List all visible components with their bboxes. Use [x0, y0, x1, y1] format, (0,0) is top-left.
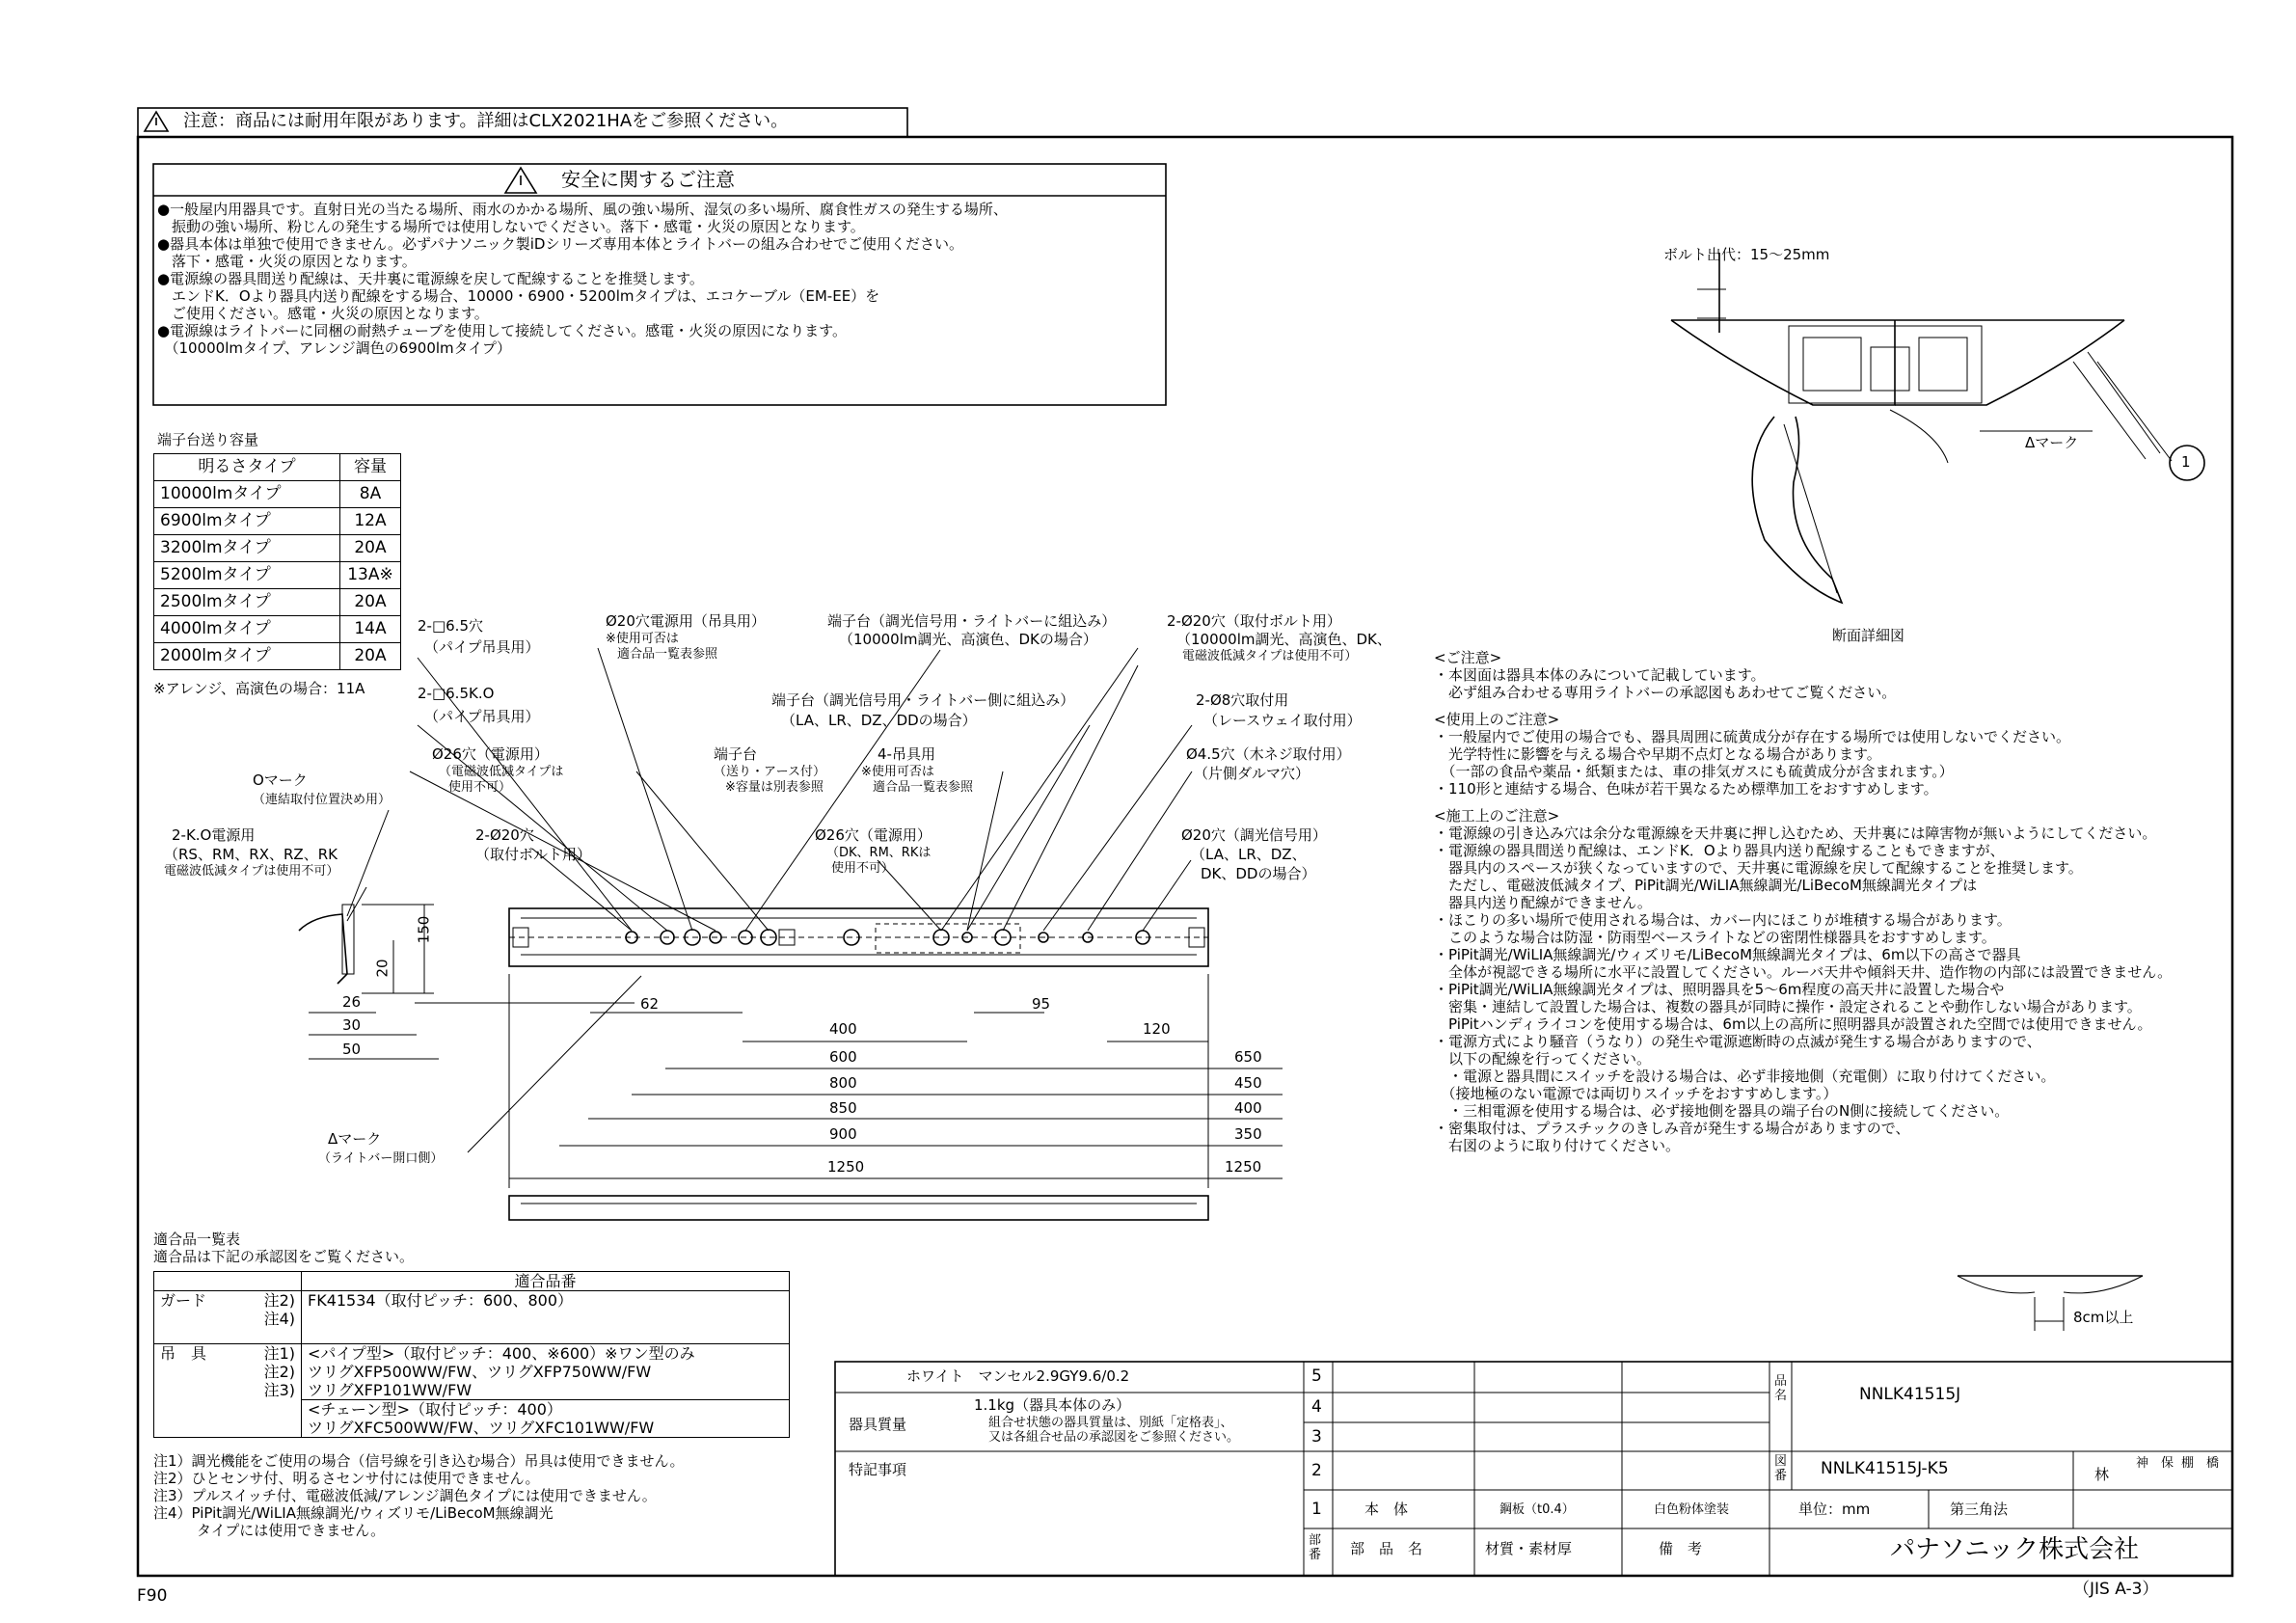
callout-label: （RS、RM、RX、RZ、RK [164, 846, 338, 863]
compat-table [153, 1271, 790, 1438]
compat-header: 適合品番 [302, 1272, 790, 1291]
callout-label: （LA、LR、DZ、 [1191, 846, 1307, 863]
notes-line: （一部の食品や薬品・紙類または、車の排気ガスにも硫黄成分が含まれます。） [1434, 763, 1954, 780]
compat-footnote: 注3）プルスイッチ付、電磁波低減/アレンジ調色タイプには使用できません。 [153, 1487, 657, 1504]
dimension-label: 400 [829, 1020, 857, 1038]
callout-label: （パイプ吊具用） [424, 708, 540, 725]
notes-line: ・110形と連結する場合、色味が若干異なるため標準加工をおすすめします。 [1434, 780, 1938, 798]
safety-body [157, 201, 1008, 357]
notes-line: 密集・連結して設置した場合は、複数の器具が同時に操作・設定されることや動作しない場合があります。 [1434, 998, 2142, 1015]
section-caption: 断面詳細図 [1832, 627, 1905, 644]
row-number: 1 [1311, 1500, 1322, 1519]
capacity-type: 6900lmタイプ [154, 508, 340, 535]
approver-2: 神 保 [2136, 1456, 2174, 1471]
notes-line: ・一般屋内でご使用の場合でも、器具周囲に硫黄成分が存在する場所では使用しないでください。 [1434, 728, 2071, 745]
notes-line: ・電源線の引き込み穴は余分な電源線を天井裏に押し込むため、天井裏には障害物が無いようにしてください。 [1434, 825, 2157, 842]
capacity-value: 20A [340, 643, 401, 670]
capacity-table [153, 453, 401, 670]
capacity-note: ※アレンジ、高演色の場合：11A [153, 680, 365, 697]
guard-value: FK41534（取付ピッチ：600、800） [302, 1291, 790, 1344]
callout-label: 2-Ø20穴（取付ボルト用） [1167, 612, 1341, 630]
dimension-label: 20 [373, 959, 392, 978]
dimension-label: 30 [342, 1016, 362, 1034]
hanger-pipe: <パイプ型>（取付ピッチ：400、※600）※ワン型のみ ツリグXFP500WW/FW、ツリグXFP750WW/FW ツリグXFP101WW/FW [302, 1344, 790, 1400]
weight-note: 組合せ状態の器具質量は、別紙「定格表」、 又は各組合せ品の承認図をご参照ください。 [988, 1416, 1240, 1445]
approver-1: 林 [2094, 1466, 2110, 1483]
notes-install-title: <施工上のご注意> [1434, 807, 1560, 825]
capacity-type: 3200lmタイプ [154, 535, 340, 562]
row-number: 3 [1311, 1427, 1322, 1447]
guard-label: ガード [160, 1291, 207, 1310]
hanger-notes: 注1) 注2) 注3) [263, 1344, 295, 1399]
row-number: 5 [1311, 1366, 1322, 1386]
dimension-label: 95 [1032, 995, 1051, 1013]
notes-line: ・密集取付は、プラスチックのきしみ音が発生する場合がありますので、 [1434, 1120, 1910, 1137]
dimension-label: 650 [1234, 1048, 1262, 1066]
notes-caution-title: <ご注意> [1434, 649, 1502, 666]
callout-label: 電磁波低減タイプは使用不可） [164, 864, 339, 879]
unit: 単位：mm [1798, 1501, 1871, 1518]
callout-label: 2-Ø20穴 [475, 826, 534, 844]
part-name: 本 体 [1364, 1501, 1409, 1518]
dimension-label: 1250 [1225, 1158, 1262, 1176]
projection: 第三角法 [1950, 1501, 2009, 1518]
callout-label: 端子台（調光信号用・ライトバーに組込み） [827, 612, 1117, 630]
callout-label: 使用不可） [831, 861, 895, 876]
special-label: 特記事項 [849, 1461, 907, 1478]
callout-label: （連結取付位置決め用） [253, 793, 392, 807]
callout-label: Ø4.5穴（木ネジ取付用） [1186, 745, 1351, 763]
bolt-label: ボルト出代：15～25mm [1663, 246, 1830, 263]
capacity-type: 5200lmタイプ [154, 562, 340, 589]
capacity-value: 12A [340, 508, 401, 535]
callout-label: Ø20穴（調光信号用） [1181, 826, 1327, 844]
callout-label: 使用不可） [448, 780, 512, 795]
callout-label: （ライトバー開口側） [318, 1151, 444, 1166]
row-number: 4 [1311, 1397, 1322, 1417]
spacing-label: 8cm以上 [2073, 1309, 2134, 1326]
callout-label: （LA、LR、DZ、DDの場合） [781, 712, 977, 729]
notes-line: ・電源線の器具間送り配線は、エンドK．Oより器具内送り配線することもできますが、 [1434, 842, 2005, 859]
notes-line: ・PiPit調光/WiLIA無線調光/ウィズリモ/LiBecoM無線調光タイプは、6m以下の高さで器具 [1434, 946, 2021, 963]
notes-line: ・ほこりの多い場所で使用される場合は、カバー内にほこりが堆積する場合があります。 [1434, 911, 2012, 929]
plan-view-drawing [299, 905, 1208, 1220]
callout-label: Oマーク [253, 771, 308, 789]
capacity-value: 20A [340, 535, 401, 562]
capacity-header: 明るさタイプ [154, 454, 340, 481]
callout-label: （DK、RM、RKは [826, 846, 932, 860]
callout-label: 4-吊具用 [878, 745, 935, 763]
product-label: 品名 [1774, 1374, 1788, 1403]
col-material: 材質・素材厚 [1485, 1540, 1573, 1557]
hanger-chain: <チェーン型>（取付ピッチ：400） ツリグXFC500WW/FW、ツリグXFC101WW/FW [302, 1400, 790, 1438]
section-detail-drawing [1671, 253, 2204, 603]
notes-line: ・三相電源を使用する場合は、必ず接地側を器具の端子台のN側に接続してください。 [1434, 1102, 2010, 1120]
dimension-label: 600 [829, 1048, 857, 1066]
callout-label: 端子台（調光信号用・ライトバー側に組込み） [771, 691, 1075, 709]
callout-label: （レースウェイ取付用） [1203, 712, 1362, 729]
safety-line: 振動の強い場所、粉じんの発生する場所では使用しないでください。落下・感電・火災の原因となります。 [157, 218, 865, 235]
notes-line: 光学特性に影響を与える場合や早期不点灯となる場合があります。 [1434, 745, 1881, 763]
safety-line: （10000lmタイプ、アレンジ調色の6900lmタイプ） [157, 339, 512, 357]
callout-label: 電磁波低減タイプは使用不可） [1182, 649, 1358, 663]
callout-label: 2-Ø8穴取付用 [1196, 691, 1289, 709]
callout-label: Ø26穴（電源用） [432, 745, 549, 763]
dimension-label: 1250 [827, 1158, 865, 1176]
col-part-name: 部 品 名 [1350, 1540, 1423, 1557]
drawing-label: 図番 [1774, 1454, 1788, 1483]
notes-line: ・PiPit調光/WiLIA無線調光タイプは、照明器具を5～6m程度の高天井に設置した場合や [1434, 981, 2005, 998]
capacity-title: 端子台送り容量 [157, 431, 259, 448]
callout-label: （送り・アース付） [714, 765, 825, 779]
footer-left: F90 [137, 1586, 168, 1606]
notes-line: ・電源と器具間にスイッチを設ける場合は、必ず非接地側（充電側）に取り付けてください。 [1434, 1068, 2056, 1085]
safety-triangle-icon [505, 168, 536, 193]
top-notice: 注意：商品には耐用年限があります。詳細はCLX2021HAをご参照ください。 [183, 111, 789, 131]
notes-line: 全体が視認できる場所に水平に設置してください。ルーバ天井や傾斜天井、造作物の内部には設置できません。 [1434, 963, 2173, 981]
dimension-lines [309, 974, 1283, 1188]
notes-line: ただし、電磁波低減タイプ、PiPit調光/WiLIA無線調光/LiBecoM無線調光タイプは [1434, 877, 1978, 894]
notes-line: 器具内のスペースが狭くなっていますので、天井裏に電源線を戻して配線することを推奨します。 [1434, 859, 2083, 877]
callout-label: ※容量は別表参照 [725, 780, 824, 795]
dimension-label: 120 [1143, 1020, 1171, 1038]
capacity-value: 14A [340, 616, 401, 643]
callout-label: 適合品一覧表参照 [873, 780, 974, 795]
notes-usage-title: <使用上のご注意> [1434, 711, 1560, 728]
dimension-label: 800 [829, 1074, 857, 1092]
safety-line: 落下・感電・火災の原因となります。 [157, 253, 417, 270]
notes-line: 右図のように取り付けてください。 [1434, 1137, 1681, 1154]
compat-subtitle: 適合品は下記の承認図をご覧ください。 [153, 1248, 415, 1265]
callout-label: （片側ダルマ穴） [1194, 765, 1310, 782]
compat-title: 適合品一覧表 [153, 1231, 241, 1248]
callout-label: Δマーク [328, 1130, 382, 1148]
col-note: 備 考 [1659, 1540, 1703, 1557]
callout-label: DK、DDの場合） [1201, 865, 1316, 882]
compat-footnote: 注1）調光機能をご使用の場合（信号線を引き込む場合）吊具は使用できません。 [153, 1452, 685, 1470]
guard-notes: 注2) 注4) [263, 1291, 295, 1328]
product-number: NNLK41515J [1859, 1385, 1961, 1404]
drawing-number: NNLK41515J-K5 [1821, 1459, 1949, 1478]
warning-triangle-icon [145, 112, 168, 131]
part-note: 白色粉体塗装 [1654, 1502, 1730, 1517]
delta-mark-label: Δマーク [2025, 434, 2079, 451]
finish-color: ホワイト マンセル2.9GY9.6/0.2 [906, 1367, 1130, 1385]
dimension-label: 400 [1234, 1099, 1262, 1117]
company-name: パナソニック株式会社 [1890, 1535, 2140, 1564]
hanger-label: 吊 具 [160, 1344, 207, 1363]
callout-label: （10000lm調光、高演色、DK、 [1176, 631, 1391, 648]
dimension-label: 900 [829, 1125, 857, 1143]
compat-footnote: 注2）ひとセンサ付、明るさセンサ付には使用できません。 [153, 1470, 540, 1487]
notes-line: ・電源方式により騒音（うなり）の発生や電源遮断時の点滅が発生する場合がありますので、 [1434, 1033, 2041, 1050]
compat-footnote: 注4）PiPit調光/WiLIA無線調光/ウィズリモ/LiBecoM無線調光 [153, 1504, 554, 1522]
col-part-no: 部番 [1309, 1533, 1322, 1562]
weight-label: 器具質量 [849, 1416, 907, 1433]
capacity-type: 2500lmタイプ [154, 589, 340, 616]
part-material: 鋼板（t0.4） [1499, 1502, 1575, 1517]
callout-label: ※使用可否は [861, 765, 934, 779]
callout-label: （取付ボルト用） [475, 846, 592, 863]
capacity-header: 容量 [340, 454, 401, 481]
dimension-label: 26 [342, 993, 362, 1011]
safety-line: ●一般屋内用器具です。直射日光の当たる場所、雨水のかかる場所、風の強い場所、湿気の多い場所、腐食性ガスの発生する場所、 [157, 201, 1008, 218]
callout-label: （10000lm調光、高演色、DKの場合） [839, 631, 1097, 648]
callout-label: （パイプ吊具用） [424, 638, 540, 656]
capacity-type: 2000lmタイプ [154, 643, 340, 670]
callout-label: 2-□6.5K.O [418, 685, 495, 702]
safety-line: ご使用ください。感電・火災の原因となります。 [157, 305, 489, 322]
row-number: 2 [1311, 1461, 1322, 1480]
weight-value: 1.1kg（器具本体のみ） [974, 1396, 1131, 1414]
circle-one-label: 1 [2181, 453, 2191, 471]
dimension-label: 62 [640, 995, 660, 1013]
capacity-value: 13A※ [340, 562, 401, 589]
capacity-type: 10000lmタイプ [154, 481, 340, 508]
notes-line: ・本図面は器具本体のみについて記載しています。 [1434, 666, 1766, 684]
safety-line: ●器具本体は単独で使用できません。必ずパナソニック製iDシリーズ専用本体とライトバーの組み合わせでご使用ください。 [157, 235, 963, 253]
callout-label: （電磁波低減タイプは [439, 765, 564, 779]
notes-line: このような場合は防湿・防雨型ベースライトなどの密閉性様器具をおすすめします。 [1434, 929, 1996, 946]
callout-label: Ø26穴（電源用） [815, 826, 932, 844]
safety-line: ●電源線はライトバーに同梱の耐熱チューブを使用して接続してください。感電・火災の原因になります。 [157, 322, 847, 339]
safety-line: ●電源線の器具間送り配線は、天井裏に電源線を戻して配線することを推奨します。 [157, 270, 704, 287]
safety-title: 安全に関するご注意 [561, 168, 735, 191]
callout-label: 2-□6.5穴 [418, 617, 483, 635]
compat-footnotes [153, 1452, 684, 1539]
notes-line: （接地極のない電源では両切りスイッチをおすすめします。） [1434, 1085, 1838, 1102]
dimension-label: 50 [342, 1041, 362, 1058]
footer-right: （JIS A-3） [2073, 1580, 2159, 1599]
callout-label: 端子台 [714, 745, 758, 763]
approver-3: 棚 橋 [2181, 1456, 2220, 1471]
callout-label: ※使用可否は [606, 632, 679, 646]
notes-line: 器具内送り配線ができません。 [1434, 894, 1652, 911]
dimension-label: 850 [829, 1099, 857, 1117]
capacity-type: 4000lmタイプ [154, 616, 340, 643]
notes-line: 以下の配線を行ってください。 [1434, 1050, 1652, 1068]
capacity-value: 20A [340, 589, 401, 616]
callout-label: 適合品一覧表参照 [617, 647, 718, 662]
dimension-label: 450 [1234, 1074, 1262, 1092]
notes-line: PiPitハンディライコンを使用する場合は、6m以上の高所に照明器具が設置された空間では使用できません。 [1434, 1015, 2152, 1033]
callout-label: Ø20穴電源用（吊具用） [606, 612, 766, 630]
compat-footnote: タイプには使用できません。 [153, 1522, 386, 1539]
dimension-label: 350 [1234, 1125, 1262, 1143]
notes-line: 必ず組み合わせる専用ライトバーの承認図もあわせてご覧ください。 [1434, 684, 1897, 701]
safety-line: エンドK．Oより器具内送り配線をする場合、10000・6900・5200lmタイプは、エコケーブル（EM-EE）を [157, 287, 880, 305]
dimension-label: 150 [415, 915, 433, 944]
capacity-value: 8A [340, 481, 401, 508]
notes-block [1434, 649, 2225, 1154]
callout-label: 2-K.O電源用 [172, 826, 256, 844]
